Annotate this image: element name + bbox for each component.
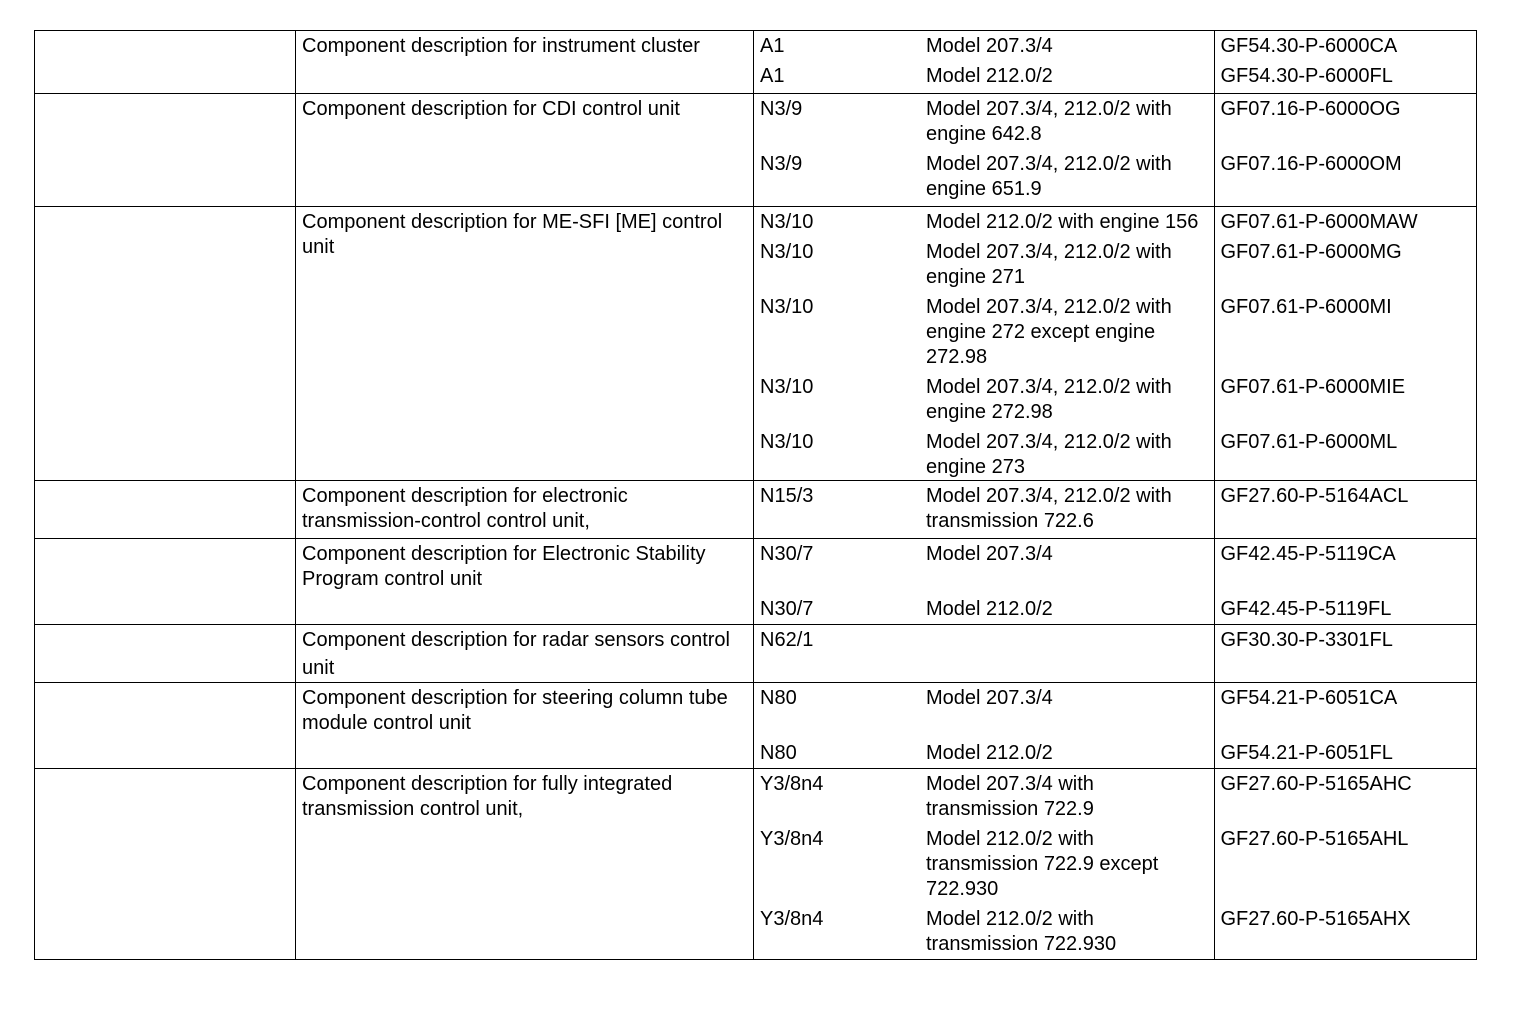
entries-table: [754, 539, 1477, 624]
entries-cell: [754, 625, 1477, 683]
document-reference: GF42.45-P-5119FL: [1220, 598, 1392, 620]
blank-cell: [35, 769, 296, 960]
blank-cell: [35, 481, 296, 539]
component-code: A1: [760, 35, 785, 57]
document-reference: GF54.30-P-6000CA: [1220, 35, 1398, 57]
blank-cell: [35, 31, 296, 94]
component-code: N62/1: [760, 629, 814, 651]
component-code: N3/10: [760, 211, 814, 233]
component-code: Y3/8n4: [760, 828, 824, 850]
component-description: Component description for Electronic Stability Program control unit: [302, 543, 706, 590]
model-applicability: Model 212.0/2 with engine 156: [926, 211, 1199, 233]
blank-cell: [35, 683, 296, 769]
component-code: N3/10: [760, 376, 814, 398]
document-reference: GF07.16-P-6000OG: [1220, 98, 1401, 120]
document-reference: GF54.21-P-6051CA: [1220, 687, 1398, 709]
component-code: N3/9: [760, 153, 803, 175]
component-code: N15/3: [760, 485, 814, 507]
description-cell: [296, 31, 754, 94]
entries-cell: [754, 481, 1477, 539]
model-applicability: Model 207.3/4, 212.0/2 with engine 272.98: [926, 376, 1172, 423]
entry-row: [754, 481, 1477, 538]
description-cell: [296, 207, 754, 481]
table-row: [35, 207, 1477, 481]
entry-row: [754, 430, 1477, 480]
component-code: N30/7: [760, 598, 814, 620]
entry-row: [754, 295, 1477, 375]
component-table: [34, 30, 1477, 960]
component-code: Y3/8n4: [760, 908, 824, 930]
document-reference: GF27.60-P-5165AHL: [1220, 828, 1409, 850]
table-row: [35, 769, 1477, 960]
component-code: N3/10: [760, 431, 814, 453]
table-row: [35, 481, 1477, 539]
model-applicability: Model 207.3/4: [926, 543, 1053, 565]
entry-row: [754, 827, 1477, 907]
entries-table: [754, 683, 1477, 768]
document-reference: GF54.30-P-6000FL: [1220, 65, 1393, 87]
component-description: Component description for instrument cluster: [302, 35, 700, 57]
entry-row: [754, 683, 1477, 741]
entries-table: [754, 94, 1477, 206]
entries-cell: [754, 94, 1477, 207]
component-description: Component description for fully integrated transmission control unit,: [302, 773, 673, 820]
entry-row: [754, 31, 1477, 64]
entries-table: [754, 207, 1477, 480]
component-description: Component description for CDI control unit: [302, 98, 680, 120]
document-reference: GF27.60-P-5165AHC: [1220, 773, 1412, 795]
entry-row: [754, 769, 1477, 827]
model-applicability: Model 207.3/4, 212.0/2 with engine 651.9: [926, 153, 1172, 200]
entry-row: [754, 240, 1477, 295]
document-reference: GF27.60-P-5164ACL: [1220, 485, 1409, 507]
document-reference: GF27.60-P-5165AHX: [1220, 908, 1411, 930]
component-description: Component description for ME-SFI [ME] control unit: [302, 211, 723, 258]
document-reference: GF42.45-P-5119CA: [1220, 543, 1396, 565]
model-applicability: Model 207.3/4, 212.0/2 with engine 271: [926, 241, 1172, 288]
table-row: [35, 683, 1477, 769]
model-applicability: Model 207.3/4, 212.0/2 with engine 642.8: [926, 98, 1172, 145]
description-cell: [296, 769, 754, 960]
model-applicability: Model 212.0/2 with transmission 722.9 except 722.930: [926, 828, 1159, 900]
description-cell: [296, 481, 754, 539]
entry-row: [754, 152, 1477, 206]
entry-row: [754, 907, 1477, 959]
description-cell: [296, 625, 754, 683]
component-code: N3/9: [760, 98, 803, 120]
entry-row: [754, 207, 1477, 240]
entries-cell: [754, 769, 1477, 960]
entry-row: [754, 64, 1477, 93]
component-description: Component description for electronic transmission-control control unit,: [302, 485, 628, 532]
component-code: N3/10: [760, 296, 814, 318]
entries-cell: [754, 31, 1477, 94]
model-applicability: Model 207.3/4 with transmission 722.9: [926, 773, 1094, 820]
component-code: Y3/8n4: [760, 773, 824, 795]
model-applicability: Model 212.0/2: [926, 65, 1053, 87]
entries-cell: [754, 207, 1477, 481]
table-row: [35, 625, 1477, 683]
component-code: A1: [760, 65, 785, 87]
model-applicability: Model 207.3/4, 212.0/2 with engine 273: [926, 431, 1172, 478]
entries-cell: [754, 683, 1477, 769]
component-description: Component description for radar sensors control unit: [302, 629, 730, 679]
model-applicability: Model 207.3/4: [926, 35, 1053, 57]
entry-row: [754, 94, 1477, 152]
entry-row: [754, 539, 1477, 597]
blank-cell: [35, 94, 296, 207]
document-page: [34, 30, 1476, 960]
document-reference: GF07.61-P-6000MIE: [1220, 376, 1406, 398]
document-reference: GF54.21-P-6051FL: [1220, 742, 1393, 764]
model-applicability: Model 212.0/2: [926, 742, 1053, 764]
document-reference: GF07.61-P-6000ML: [1220, 431, 1398, 453]
table-row: [35, 539, 1477, 625]
document-reference: GF07.61-P-6000MI: [1220, 296, 1392, 318]
description-cell: [296, 539, 754, 625]
entries-cell: [754, 539, 1477, 625]
table-row: [35, 94, 1477, 207]
model-applicability: [920, 625, 1214, 657]
model-applicability: Model 207.3/4: [926, 687, 1053, 709]
entries-table: [754, 625, 1477, 682]
entry-row: [754, 597, 1477, 624]
entry-row: [754, 625, 1477, 682]
blank-cell: [35, 625, 296, 683]
entries-table: [754, 769, 1477, 959]
blank-cell: [35, 207, 296, 481]
model-applicability: Model 212.0/2 with transmission 722.930: [926, 908, 1117, 955]
entries-table: [754, 481, 1477, 538]
document-reference: GF07.61-P-6000MG: [1220, 241, 1402, 263]
component-code: N30/7: [760, 543, 814, 565]
description-cell: [296, 683, 754, 769]
model-applicability: Model 207.3/4, 212.0/2 with transmission 722.6: [926, 485, 1172, 532]
entries-table: [754, 31, 1477, 93]
component-description: Component description for steering column tube module control unit: [302, 687, 728, 734]
model-applicability: Model 207.3/4, 212.0/2 with engine 272 except engine 272.98: [926, 296, 1172, 368]
component-code: N3/10: [760, 241, 814, 263]
table-row: [35, 31, 1477, 94]
entry-row: [754, 741, 1477, 768]
model-applicability: Model 212.0/2: [926, 598, 1053, 620]
component-code: N80: [760, 742, 797, 764]
document-reference: GF30.30-P-3301FL: [1220, 629, 1393, 651]
description-cell: [296, 94, 754, 207]
entry-row: [754, 375, 1477, 430]
document-reference: GF07.61-P-6000MAW: [1220, 211, 1418, 233]
component-code: N80: [760, 687, 797, 709]
document-reference: GF07.16-P-6000OM: [1220, 153, 1402, 175]
blank-cell: [35, 539, 296, 625]
